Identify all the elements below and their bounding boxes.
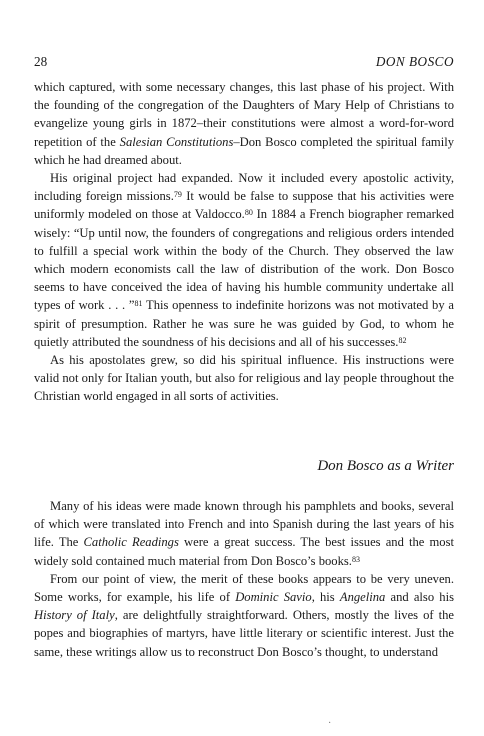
running-title: DON BOSCO <box>375 54 454 69</box>
p5-italic-2: Angelina <box>339 590 386 605</box>
p2-text-a: His original project had expanded. Now it included every apostolic activity, including foreign missions. <box>34 171 454 204</box>
p1-text-a: which captured, with some necessary changes, this last phase of his project. With the founding of the congregation of the Daughters of Mary Help of Christians to evangelize young girls in 1872–their constitutions were almost a word-for-word repetition of the <box>34 80 454 149</box>
section-heading: Don Bosco as a Writer <box>317 458 454 474</box>
p2-text-b: It would be false to suppose that his activities were uniformly modeled on those at Valdocco. <box>34 189 454 222</box>
p2-text-c: In 1884 a French biographer remarked wisely: “Up until now, the founders of congregations and religious orders intended to fulfill a special work within the body of the Church. They observed the law which modern economists call the law of distribution of the work. Don Bosco seems to have conceived the idea of having his humble community undertake all types of work . . . ” <box>34 207 454 313</box>
footnote-ref-83: 83 <box>351 554 360 564</box>
footnote-ref-80: 80 <box>244 208 253 218</box>
paragraph-4 <box>34 497 454 570</box>
paragraph-3: As his apostolates grew, so did his spiritual influence. His instructions were valid not only for Italian youth, but also for religious and lay people throughout the Christian world engaged in all sorts of activities. <box>34 353 454 404</box>
p5-italic-3: History of Italy <box>34 608 115 623</box>
p5-italic-1: Dominic Savio <box>235 590 312 605</box>
footnote-ref-79: 79 <box>173 190 182 200</box>
page-number: 28 <box>34 54 48 69</box>
p4-text-b: were a great success. The best issues and the most widely sold contained much material from Don Bosco’s books. <box>34 535 454 568</box>
page-header <box>34 54 454 70</box>
p5-text-d: , are delightfully straightforward. Others, mostly the lives of the popes and biographies of martyrs, have little literary or scientific interest. Just the same, these writings allow us to reconstruct Don Bosco’s thought, to understand <box>34 608 455 659</box>
p4-text-a: Many of his ideas were made known through his pamphlets and books, several of which were translated into French and into Spanish during the last years of his life. The <box>34 499 454 550</box>
page-mark: · <box>328 718 332 729</box>
p5-text-b: , his <box>311 590 340 605</box>
p2-text-d: This openness to indefinite horizons was not motivated by a spirit of presumption. Rather he was sure he was guided by God, to whom he quietly attributed the soundness of his decisions and all of his successes. <box>34 298 454 349</box>
body-text-bottom <box>34 497 454 661</box>
paragraph-1 <box>34 78 454 169</box>
p4-italic: Catholic Readings <box>83 535 179 550</box>
p5-text-a: From our point of view, the merit of these books appears to be very uneven. Some works, for example, his life of <box>34 571 454 605</box>
body-text-top <box>34 78 454 406</box>
p5-text-c: and also his <box>385 590 454 605</box>
p1-italic: Salesian Constitutions <box>119 134 234 149</box>
p1-text-b: –Don Bosco completed the spiritual family which he had dreamed about. <box>34 134 454 167</box>
paragraph-5 <box>34 570 454 661</box>
footnote-ref-81: 81 <box>134 299 143 309</box>
paragraph-2 <box>34 169 454 351</box>
footnote-ref-82: 82 <box>398 335 407 345</box>
